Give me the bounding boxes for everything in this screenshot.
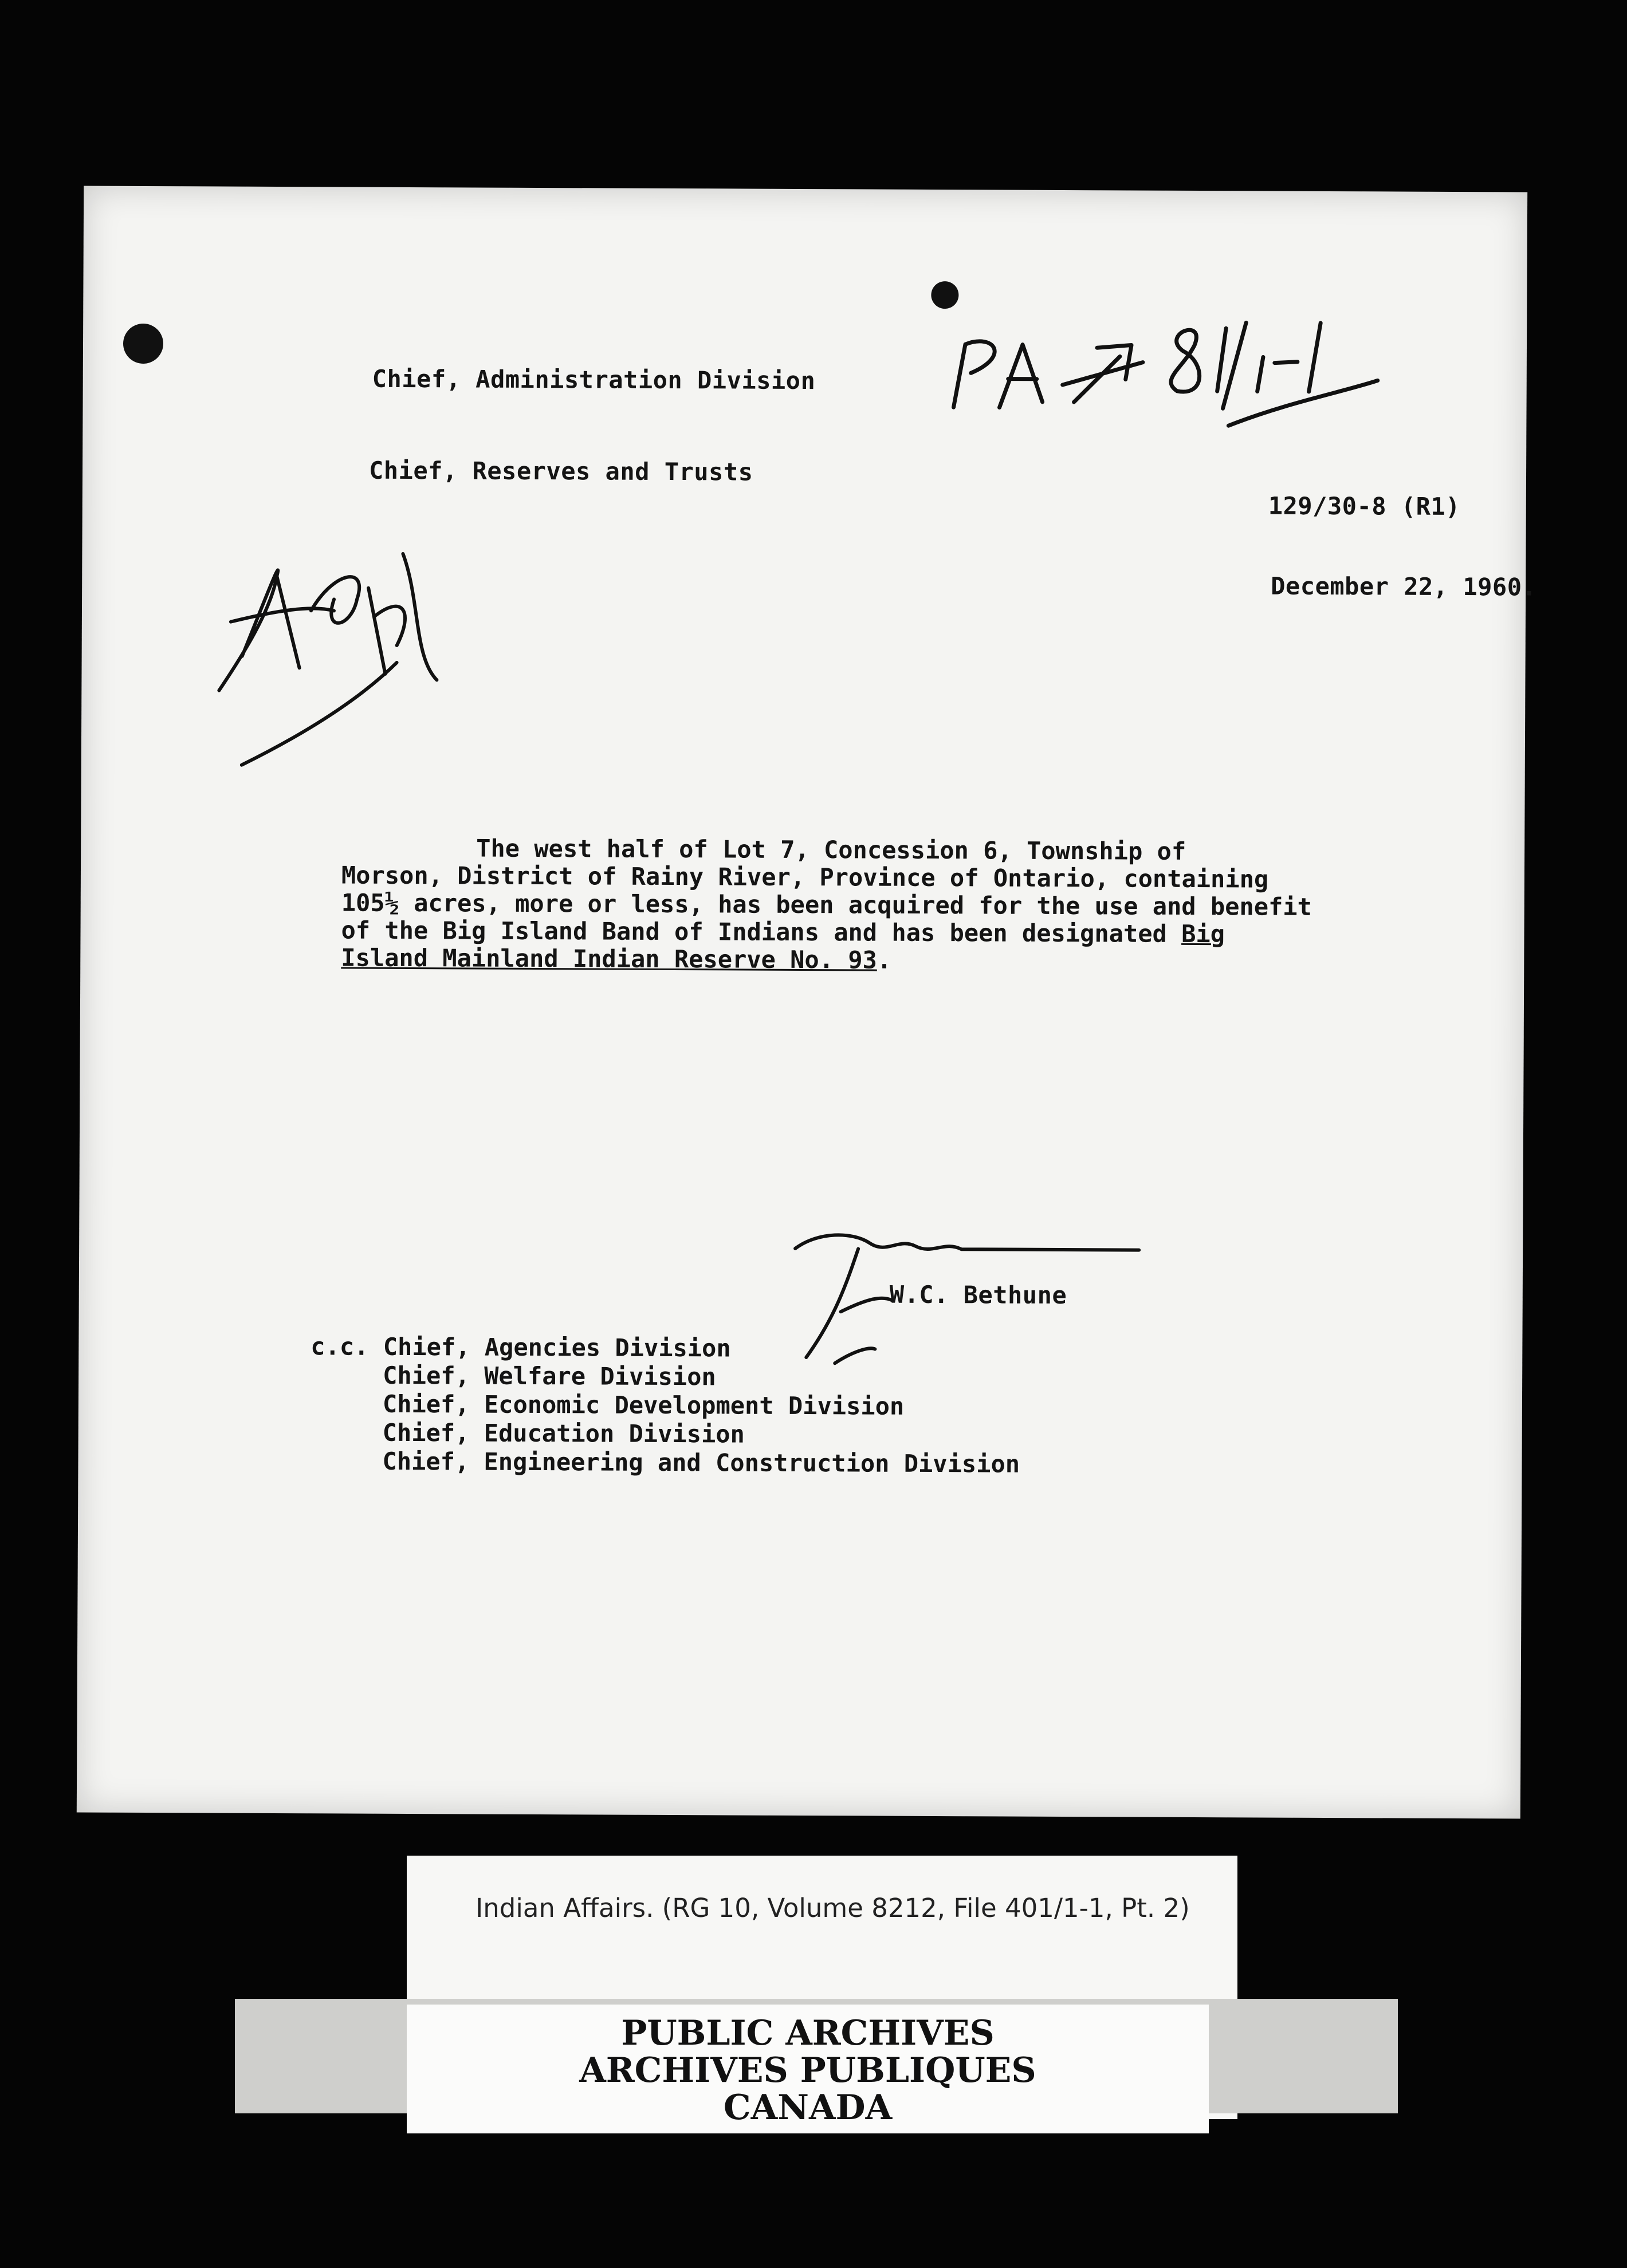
- archive-stamp: [407, 2005, 1209, 2133]
- memo-page: [77, 186, 1537, 1819]
- body-line: [341, 944, 1401, 976]
- reserve-name-start: Big: [1181, 919, 1225, 948]
- cc-recipient: Chief, Engineering and Construction Division: [382, 1447, 1020, 1478]
- from-line: Chief, Reserves and Trusts: [368, 456, 753, 486]
- cc-recipient: Chief, Economic Development Division: [382, 1389, 905, 1420]
- handwritten-initials: [196, 530, 484, 771]
- cc-list: [310, 1332, 1020, 1478]
- body-line: 105½ acres, more or less, has been acquired for the use and benefit: [341, 888, 1312, 921]
- file-number: 129/30-8 (R1): [1268, 491, 1461, 521]
- body-line: The west half of Lot 7, Concession 6, Township of: [476, 834, 1186, 865]
- ink-blot: [123, 324, 163, 364]
- cc-prefix: c.c.: [311, 1332, 369, 1361]
- cc-line: [311, 1332, 1020, 1364]
- archive-stamp-strip: [235, 1999, 1398, 2128]
- stamp-line: ARCHIVES PUBLIQUES: [579, 2050, 1036, 2090]
- cc-recipient: Chief, Education Division: [382, 1418, 745, 1448]
- stamp-line: CANADA: [723, 2088, 893, 2128]
- body-end-punctuation: .: [877, 946, 892, 974]
- body-paragraph: [341, 834, 1401, 976]
- stamp-line: PUBLIC ARCHIVES: [621, 2013, 995, 2053]
- archive-citation: Indian Affairs. (RG 10, Volume 8212, File 401/1-1, Pt. 2): [475, 1893, 1190, 1923]
- ink-blot: [931, 281, 958, 309]
- to-line: Chief, Administration Division: [372, 364, 816, 395]
- body-line-text: of the Big Island Band of Indians and has been designated: [341, 916, 1182, 948]
- cc-recipient: Chief, Welfare Division: [383, 1361, 716, 1391]
- body-line: Morson, District of Rainy River, Province of Ontario, containing: [341, 861, 1269, 893]
- reserve-name: Island Mainland Indian Reserve No. 93: [341, 943, 878, 974]
- memo-date: December 22, 1960.: [1271, 572, 1537, 601]
- handwritten-file-reference: [885, 293, 1458, 444]
- signatory-name: W.C. Bethune: [889, 1280, 1067, 1310]
- cc-recipient: Chief, Agencies Division: [383, 1332, 731, 1363]
